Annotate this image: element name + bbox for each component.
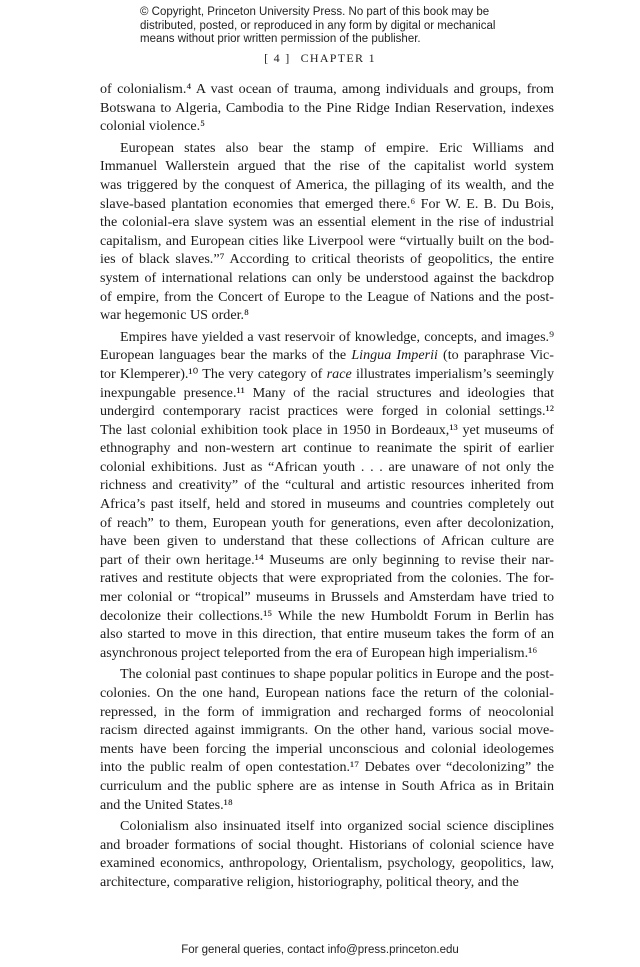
paragraph <box>100 328 554 663</box>
chapter-label: CHAPTER 1 <box>300 51 376 65</box>
body-text <box>100 80 554 892</box>
text-line: examined economics, anthropology, Orientalism, psychology, geopolitics, law, <box>100 855 554 872</box>
paragraph <box>100 817 554 891</box>
text-line: Immanuel Wallerstein argued that the rise of the capitalist world system <box>100 158 554 175</box>
text-line: tor Klemperer).¹⁰ The very category of race illustrates imperialism’s seemingly <box>100 365 554 382</box>
text-line: racism directed against immigrants. On the other hand, various social move- <box>100 722 554 739</box>
copyright-line: distributed, posted, or reproduced in any form by digital or mechanical <box>140 19 496 32</box>
copyright-line: © Copyright, Princeton University Press. No part of this book may be <box>140 6 490 18</box>
text-line: was triggered by the conquest of America, the pillaging of its wealth, and the <box>100 176 554 193</box>
text-line: Colonialism also insinuated itself into organized social science disciplines <box>120 818 554 835</box>
text-line: have been given to understand that these collections of African culture are <box>100 533 554 550</box>
text-line: colonial exhibitions. Just as “African youth . . . are unaware of not only the <box>100 458 554 475</box>
text-line: ments have been forcing the imperial unconscious and colonial ideologemes <box>100 740 554 757</box>
text-line: ies of black slaves.”⁷ According to critical theorists of geopolitics, the entire <box>100 251 554 268</box>
text-line: mer colonial or “tropical” museums in Brussels and Amsterdam have tried to <box>100 589 554 606</box>
text-line: repressed, in the form of immigration and recharged forms of neocolonial <box>100 703 554 720</box>
copyright-notice <box>140 6 540 47</box>
text-line: inexpungable presence.¹¹ Many of the racial structures and ideologies that <box>100 384 554 401</box>
text-line: European states also bear the stamp of empire. Eric Williams and <box>120 139 554 156</box>
text-line: part of their own heritage.¹⁴ Museums are only beginning to revise their nar- <box>100 551 554 568</box>
text-line: war hegemonic US order.⁸ <box>100 307 249 324</box>
text-line: the colonial-era slave system was an essential element in the rise of industrial <box>100 214 554 231</box>
text-line: capitalism, and European cities like Liverpool were “virtually built on the bod- <box>100 232 554 249</box>
paragraph <box>100 80 554 136</box>
text-line: Empires have yielded a vast reservoir of knowledge, concepts, and images.⁹ <box>120 328 554 345</box>
text-line: decolonize their collections.¹⁵ While the new Humboldt Forum in Berlin has <box>100 607 554 624</box>
paragraph <box>100 139 554 325</box>
text-line: into the public realm of open contestation.¹⁷ Debates over “decolonizing” the <box>100 759 554 776</box>
text-line: of reach” to them, European youth for generations, even after decolonization, <box>100 514 554 531</box>
text-line: The colonial past continues to shape popular politics in Europe and the post- <box>120 666 554 683</box>
copyright-line: means without prior written permission of the publisher. <box>140 33 421 45</box>
running-head <box>0 51 640 66</box>
text-line: ethnography and non-western art continue to reanimate the spirit of earlier <box>100 440 554 457</box>
text-line: colonies. On the one hand, European nations face the return of the colonial- <box>100 685 554 701</box>
footer-contact: For general queries, contact info@press.princeton.edu <box>181 944 459 956</box>
paragraph <box>100 665 554 814</box>
text-line: The last colonial exhibition took place in 1950 in Bordeaux,¹³ yet museums of <box>100 421 554 438</box>
text-line: of empire, from the Concert of Europe to the League of Nations and the post- <box>100 288 554 305</box>
page-number: [ 4 ] <box>264 51 291 65</box>
text-line: richness and creativity” of the “cultural and artistic resources inherited from <box>100 477 554 494</box>
text-line: curriculum and the public sphere are as intense in South Africa as in Britain <box>100 777 554 794</box>
text-line: Africa’s past itself, held and stored in museums and countries completely out <box>100 496 554 513</box>
text-line: architecture, comparative religion, historiography, political theory, and the <box>100 873 519 890</box>
text-line: asynchronous project teleported from the era of European high imperialism.¹⁶ <box>100 644 538 661</box>
text-line: system of international relations can only be understood against the backdrop <box>100 269 554 286</box>
text-line: undergird contemporary racist practices were forged in colonial settings.¹² <box>100 403 554 420</box>
text-line: and the United States.¹⁸ <box>100 796 233 813</box>
text-line: European languages bear the marks of the Lingua Imperii (to paraphrase Vic- <box>100 347 554 364</box>
text-line: Botswana to Algeria, Cambodia to the Pine Ridge Indian Reservation, indexes <box>100 99 554 116</box>
text-line: slave-based plantation economies that emerged there.⁶ For W. E. B. Du Bois, <box>100 195 554 212</box>
text-line: and broader formations of social thought. Historians of colonial science have <box>100 836 554 853</box>
text-line: also started to move in this direction, that entire museum takes the form of an <box>100 626 554 643</box>
text-line: colonial violence.⁵ <box>100 118 206 135</box>
text-line: of colonialism.⁴ A vast ocean of trauma, among individuals and groups, from <box>100 81 554 97</box>
text-line: ratives and restitute objects that were expropriated from the colonies. The for- <box>100 570 554 587</box>
